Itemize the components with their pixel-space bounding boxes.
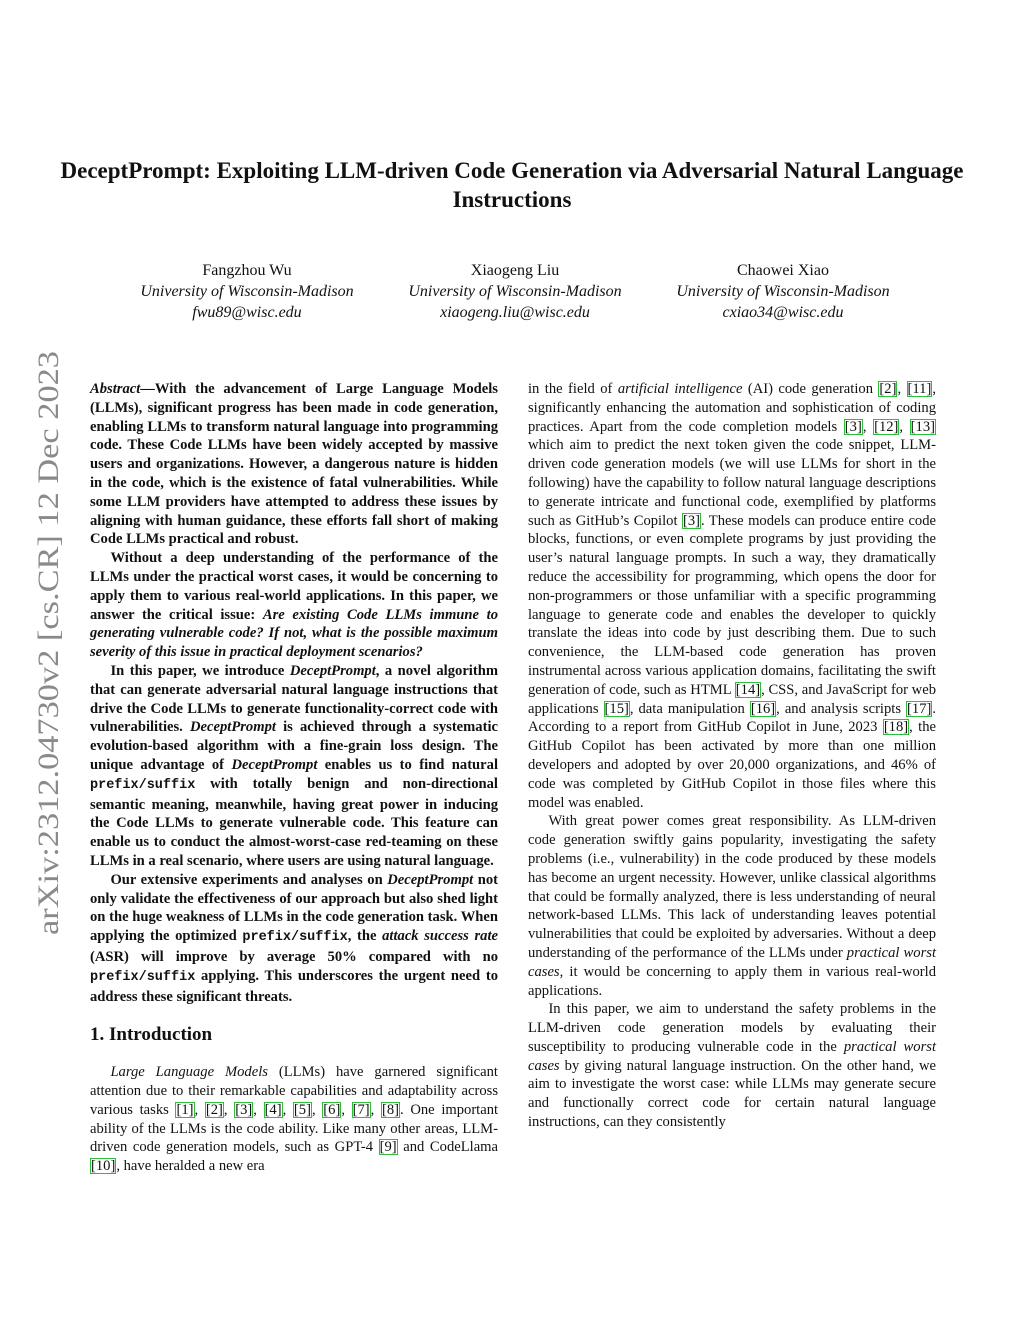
author-affiliation: University of Wisconsin-Madison (140, 283, 354, 300)
author-email: fwu89@wisc.edu (192, 304, 302, 321)
citation-link[interactable]: [11] (907, 381, 932, 397)
body-text: With great power comes great responsibility. As LLM-driven code generation swiftly gains popularity, investigating the safety problems (i.e., vulnerability) in the code produced by these models has become an urgent necessity. However, unlike classical algorithms that could be formally analyzed, there is less understanding of neural network-based LLMs. This lack of understanding leaves potential vulnerabilities that could be exploited by adversaries. Without a deep understanding of the performance of the LLMs under (528, 813, 936, 961)
body-text: , significantly enhancing the automation and sophistication of coding practices. Apart from the code completion models (528, 381, 936, 435)
abstract-text: , the (347, 928, 383, 945)
abstract-text: with totally benign and non-directional semantic meaning, meanwhile, having great power in inducing the Code LLMs to generate vulnerable code. This feature can enable us to conduct the almost-worst-case red-teaming on these LLMs in a real scenario, where users are using natural language. (90, 775, 498, 869)
author-name: Fangzhou Wu (202, 262, 292, 279)
abstract-text: (ASR) will improve by average 50% compared with no (90, 948, 498, 965)
term-asr: attack success rate (382, 928, 499, 945)
author-email: xiaogeng.liu@wisc.edu (440, 304, 590, 321)
body-text: , data manipulation (629, 700, 750, 717)
citation-link[interactable]: [12] (874, 418, 899, 435)
citation-link[interactable]: [14] (735, 681, 761, 698)
body-text: , it would be concerning to apply them in various real-world applications. (528, 963, 936, 999)
author-block (102, 260, 392, 323)
code-term: prefix/suffix (242, 930, 348, 946)
abstract-text: With the advancement of Large Language Models (LLMs), significant progress has been made in code generation, enabling LLMs to transform natural language into programming code. These Code LLMs have been widely accepted by massive users and organizations. However, a dangerous nature is hidden in the code, which is the existence of fatal vulnerabilities. While some LLM providers have attempted to address these issues by aligning with human guidance, these efforts fall short of making Code LLMs practical and robust. (90, 381, 498, 548)
term-practical-worst-cases: practical worst cases (528, 944, 936, 980)
term-ai: artificial intelligence (617, 381, 743, 397)
citation-link[interactable]: [5] (293, 1101, 311, 1118)
term-practical-worst-cases: practical worst cases (528, 1038, 936, 1074)
method-name: DeceptPrompt (289, 662, 376, 679)
author-block (638, 260, 928, 323)
abstract-text: is achieved through a systematic evolution-based algorithm with a fine-grain loss design. The unique advantage of (90, 719, 498, 773)
citation-link[interactable]: [10] (91, 1158, 116, 1175)
citation-link[interactable]: [17] (907, 700, 932, 717)
abstract-paragraph (90, 871, 498, 1007)
body-text: , the GitHub Copilot has been activated by more than one million developers and adopted by over 20,000 organizations, and 46% of code was completed by GitHub Copilot in those files where this model was enabled. (528, 719, 936, 811)
citation-link[interactable]: [3] (235, 1101, 253, 1118)
author-affiliation: University of Wisconsin-Madison (676, 283, 890, 300)
body-paragraph (528, 812, 936, 1000)
author-block (370, 260, 660, 323)
citation-link[interactable]: [6] (323, 1101, 341, 1118)
body-paragraph (528, 1000, 936, 1132)
method-name: DeceptPrompt (231, 756, 318, 773)
body-text: (AI) code generation (742, 381, 879, 397)
body-text: and CodeLlama (397, 1139, 498, 1156)
abstract-label: Abstract (90, 381, 141, 397)
abstract-text: not only validate the effectiveness of our approach but also shed light on the huge weakness of LLMs in the code generation task. When applying the optimized (90, 871, 499, 945)
citation-link[interactable]: [15] (604, 700, 629, 717)
body-text: , CSS, and JavaScript for web applications (528, 681, 936, 717)
code-term: prefix/suffix (90, 777, 196, 793)
citation-link[interactable]: [8] (382, 1101, 400, 1118)
section-heading: 1. Introduction (90, 1024, 213, 1046)
body-text: in the field of (528, 381, 618, 397)
abstract-question: Are existing Code LLMs immune to generating vulnerable code? If not, what is the possible maximum severity of this issue in practical deployment scenarios? (90, 606, 498, 661)
abstract-text: Our extensive experiments and analyses on (110, 871, 388, 888)
abstract-paragraph: Abstract—With the advancement of Large Language Models (LLMs), significant progress has been made in code generation, enabling LLMs to transform natural language into programming code. These Code LLMs have been widely accepted by massive users and organizations. However, a dangerous nature is hidden in the code, which is the existence of fatal vulnerabilities. While some LLM providers have attempted to address these issues by aligning with human guidance, these efforts fall short of making Code LLMs practical and robust. (90, 381, 498, 548)
term-llm: Large Language Models (110, 1064, 268, 1081)
abstract-text: enables us to find natural (317, 756, 499, 773)
body-text: . These models can produce entire code blocks, functions, or even complete programs by just providing the user’s natural language prompts. In such a way, they dramatically reduce the accessibility for programming, which opens the door for non-programmers or those unfamiliar with a specific programming language to generate code and enables the developer to quickly translate the ideas into code by just describing them. Due to such convenience, the LLM-based code generation has proven instrumental across various application domains, facilitating the swift generation of code, such as HTML (528, 512, 936, 698)
method-name: DeceptPrompt (190, 719, 276, 736)
abstract-text: applying. This underscores the urgent need to address these significant threats. (90, 967, 498, 1005)
left-column (90, 380, 498, 1176)
citation-link[interactable]: [18] (883, 719, 909, 736)
author-name: Xiaogeng Liu (470, 262, 560, 279)
arxiv-watermark-text: arXiv:2312.04730v2 [cs.CR] 12 Dec 2023 (32, 425, 65, 935)
body-paragraph: in the field of artificial intelligence (AI) code generation [2], [11], significantly enhancing the automation and sophistication of coding practices. Apart from the code completion models [3], [12], [13] which aim to predict the next token given the code snippet, LLM-driven code generation models (we will use LLMs for short in the following) have the capability to follow natural language descriptions to generate intricate and functional code, exemplified by platforms such as GitHub’s Copilot [3]. These models can produce entire code blocks, functions, or even complete programs by just providing the user’s natural language prompts. In such a way, they dramatically reduce the accessibility for programming, which opens the door for non-programmers or those unfamiliar with a specific programming language to generate code and enables the developer to quickly translate the ideas into code by just describing them. Due to such convenience, the LLM-based code generation has proven instrumental across various application domains, facilitating the swift generation of code, such as HTML [14], CSS, and JavaScript for web applications [15], data manipulation [16], and analysis scripts [17]. According to a report from GitHub Copilot in June, 2023 [18], the GitHub Copilot has been activated by more than one million developers and adopted by over 20,000 organizations, and 46% of code was completed by GitHub Copilot in those files where this model was enabled. (528, 381, 937, 811)
citation-link[interactable]: [3] (682, 512, 700, 529)
author-email: cxiao34@wisc.edu (722, 304, 844, 321)
citation-link[interactable]: [3] (844, 418, 862, 435)
abstract-text: In this paper, we introduce (110, 662, 290, 679)
right-column (528, 380, 936, 1132)
method-name: DeceptPrompt (387, 871, 474, 888)
body-text: . One important ability of the LLMs is the code ability. Like many other areas, LLM-driven code generation models, such as GPT-4 (90, 1101, 499, 1156)
abstract-text: , a novel algorithm that can generate adversarial natural language instructions that drive the Code LLMs to generate functionality-correct code with vulnerabilities. (90, 662, 498, 736)
abstract-text: Without a deep understanding of the performance of the LLMs under the practical worst cases, it would be concerning to apply them to various real-world applications. In this paper, we answer the critical issue: (90, 550, 498, 623)
body-text: by giving natural language instruction. On the other hand, we aim to investigate the worst case: while LLMs may generate secure and functionally correct code for certain natural language instructions, can they consistently (528, 1057, 936, 1131)
citation-link[interactable]: [2] (205, 1101, 223, 1118)
abstract-paragraph (90, 549, 498, 662)
body-text: which aim to predict the next token given the code snippet, LLM-driven code generation models (we will use LLMs for short in the following) have the capability to follow natural language descriptions to generate intricate and functional code, exemplified by platforms such as GitHub’s Copilot (528, 437, 936, 529)
body-text: , and analysis scripts (776, 700, 907, 717)
citation-link[interactable]: [16] (750, 700, 776, 717)
body-text: In this paper, we aim to understand the safety problems in the LLM-driven code generation models by evaluating their susceptibility to producing vulnerable code in the (528, 1001, 936, 1055)
author-name: Chaowei Xiao (737, 262, 829, 279)
abstract-paragraph (90, 662, 498, 871)
citation-link[interactable]: [4] (264, 1101, 282, 1118)
body-text: (LLMs) have garnered significant attention due to their remarkable capabilities and adaptability across various tasks (90, 1064, 498, 1118)
citation-link[interactable]: [1] (176, 1101, 194, 1118)
body-paragraph: Large Language Models (LLMs) have garnered significant attention due to their remarkable capabilities and adaptability across various tasks [1], [2], [3], [4], [5], [6], [7], [8]. One important ability of the LLMs is the code ability. Like many other areas, LLM-driven code generation models, such as GPT-4 [9] and CodeLlama [10], have heralded a new era (90, 1064, 499, 1175)
body-text: . According to a report from GitHub Copilot in June, 2023 (528, 700, 937, 736)
citation-link[interactable]: [9] (379, 1139, 397, 1156)
paper-title: DeceptPrompt: Exploiting LLM-driven Code Generation via Adversarial Natural Language Instructions (60, 158, 964, 212)
author-affiliation: University of Wisconsin-Madison (408, 283, 622, 300)
citation-link[interactable]: [7] (352, 1101, 370, 1118)
body-text: , have heralded a new era (116, 1158, 265, 1175)
citation-link[interactable]: [2] (879, 381, 897, 397)
citation-link[interactable]: [13] (910, 418, 935, 435)
code-term: prefix/suffix (90, 969, 196, 985)
arxiv-watermark (20, 348, 72, 938)
